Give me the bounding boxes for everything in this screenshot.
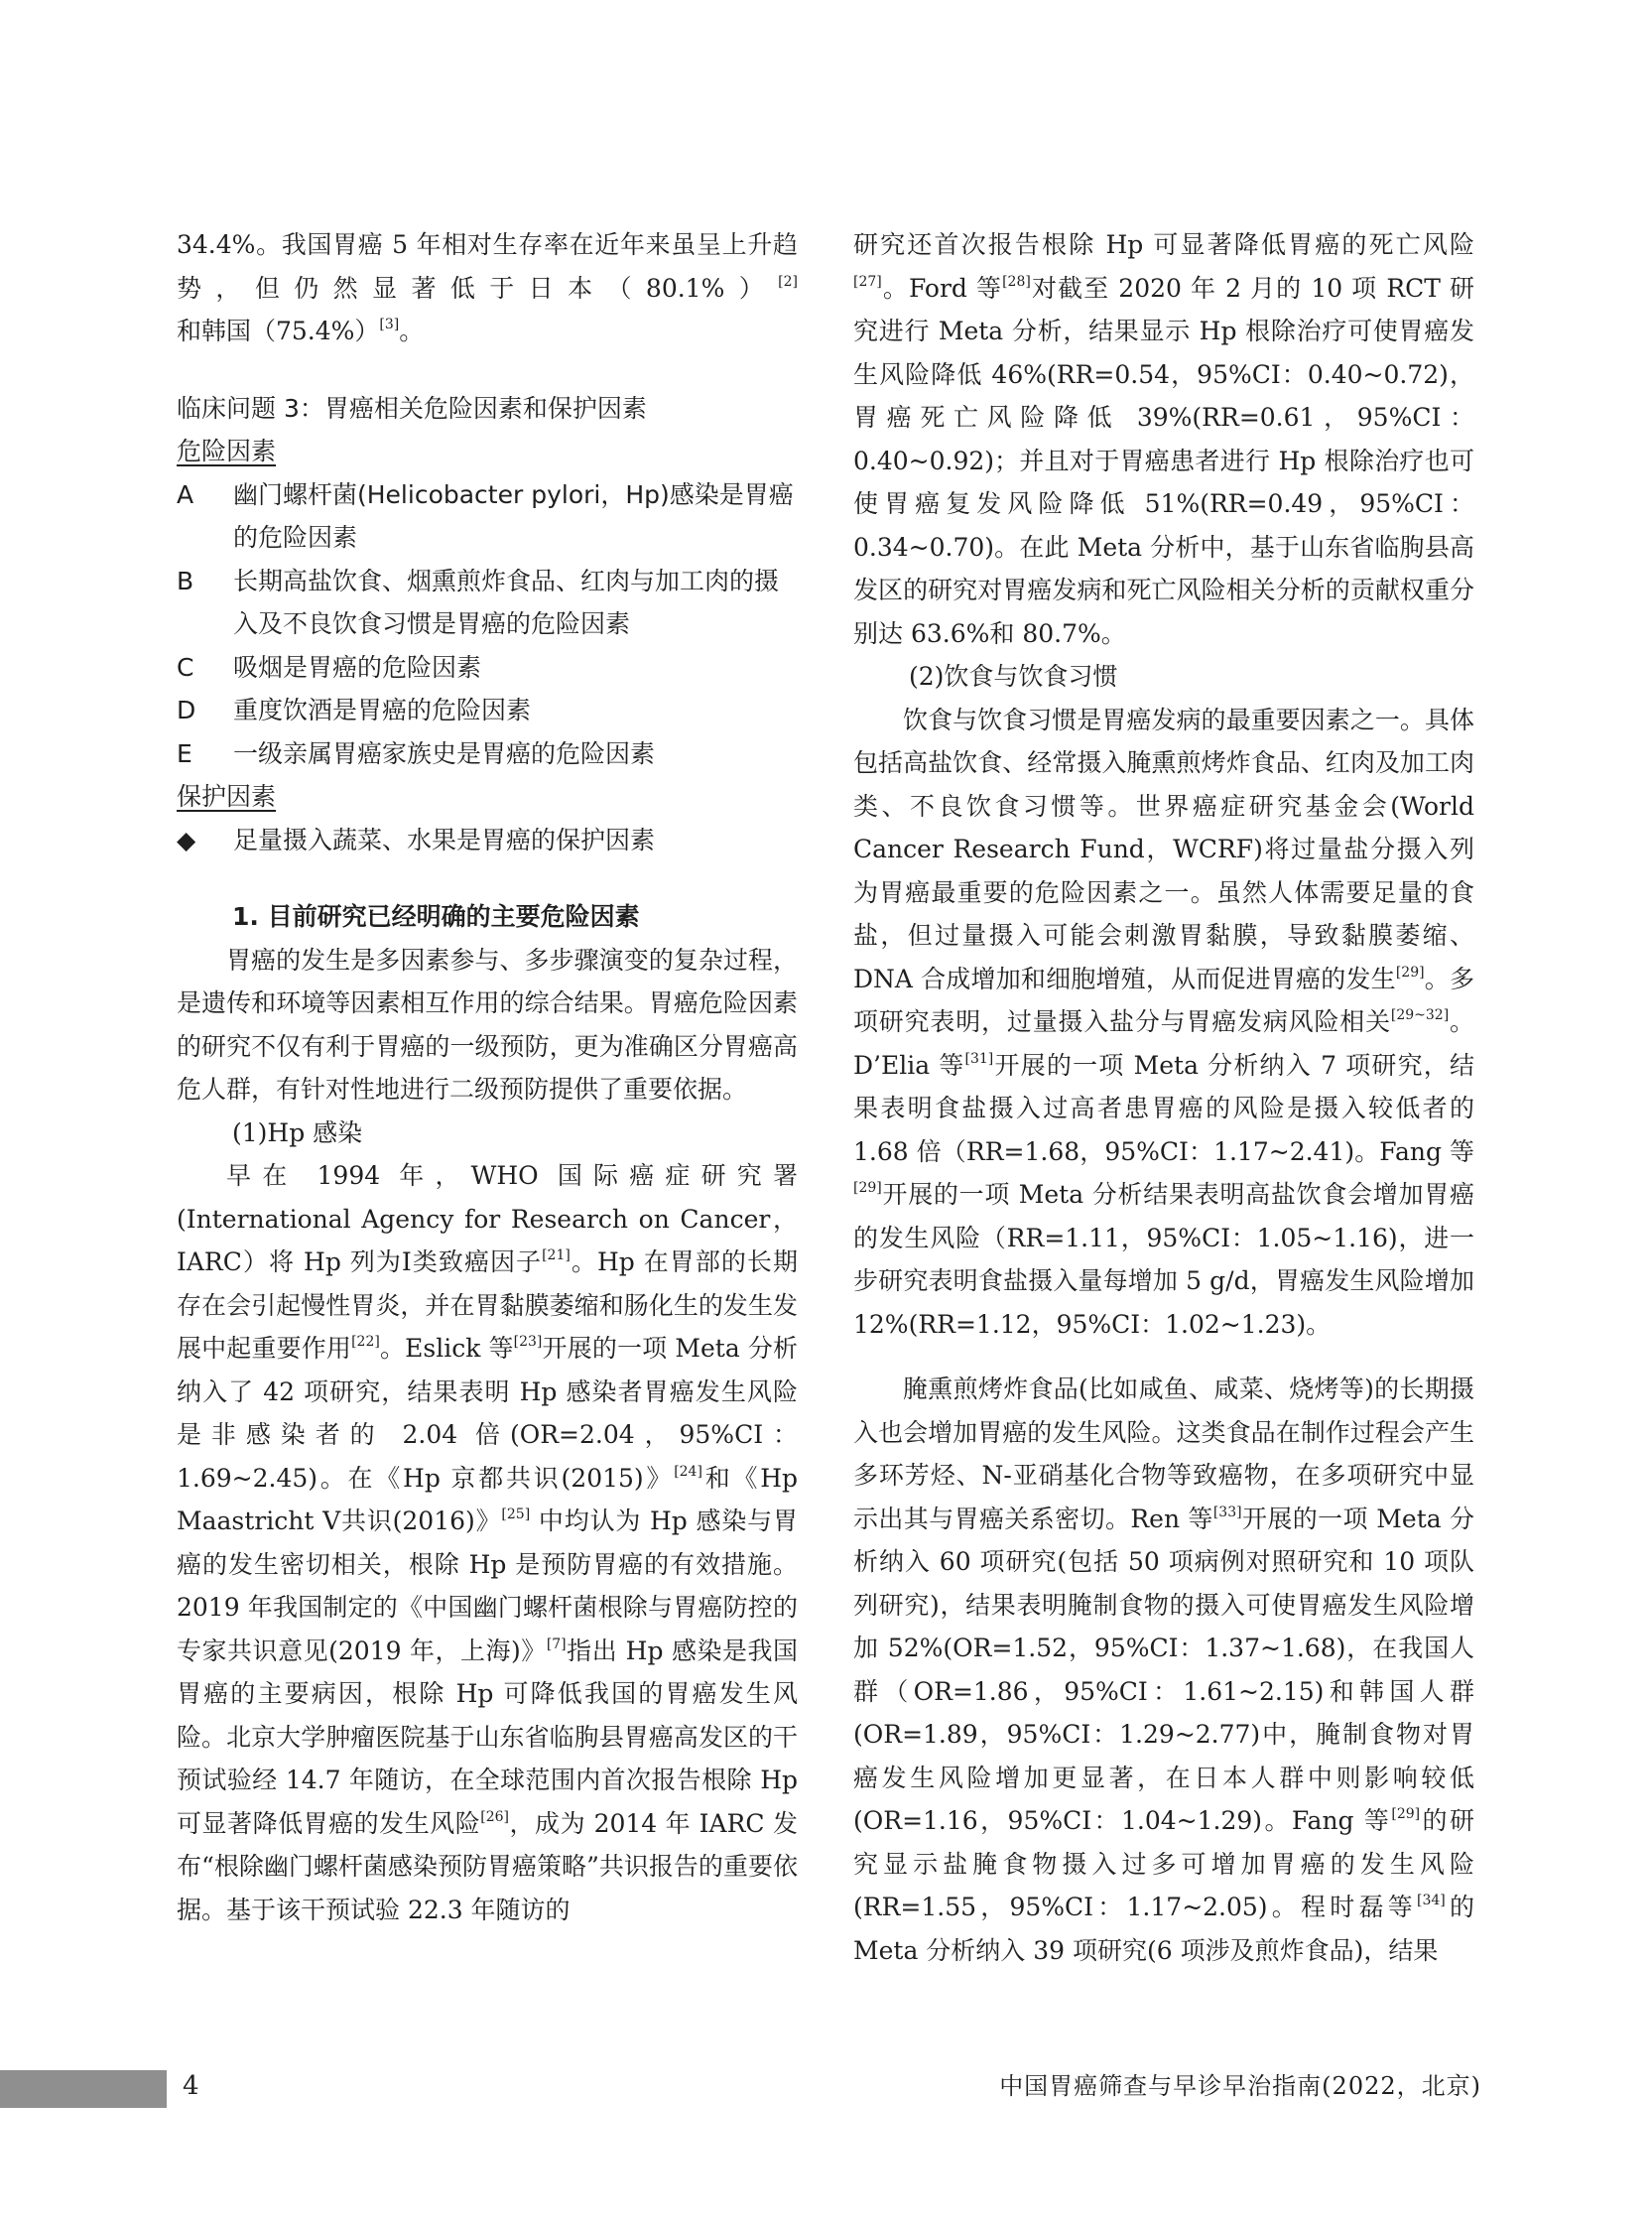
- citation: [24]: [674, 1463, 702, 1480]
- text-run: 对截至 2020 年 2 月的 10 项 RCT 研究进行 Meta 分析，结果显示 Hp 根除治疗可使胃癌发生风险降低 46%(RR=0.54，95%CI：0.40~0.72)，胃癌死亡风险降低 39%(RR=0.61，95%CI：0.40~0.92)；并且对于胃癌患者进行 Hp 根除治疗也可使胃癌复发风险降低 51%(RR=0.49，95%CI：0.34~0.70)。在此 Meta 分析中，基于山东省临朐县高发区的研究对胃癌发病和死亡风险相关分析的贡献权重分别达 63.6%和 80.7%。: [853, 273, 1474, 648]
- text-run: 开展的一项 Meta 分析纳入了 42 项研究，结果表明 Hp 感染者胃癌发生风险是非感染者的 2.04 倍(OR=2.04，95%CI：1.69~2.45)。在《Hp 京都共识(2015)》: [177, 1334, 798, 1493]
- citation: [29]: [1395, 964, 1425, 981]
- list-item: ◆ 足量摄入蔬菜、水果是胃癌的保护因素: [177, 819, 798, 862]
- section-heading: 1. 目前研究已经明确的主要危险因素: [232, 902, 640, 931]
- text-run: 腌熏煎烤炸食品(比如咸鱼、咸菜、烧烤等)的长期摄入也会增加胃癌的发生风险。这类食品在制作过程会产生多环芳烃、N-亚硝基化合物等致癌物，在多项研究中显示出其与胃癌关系密切。Ren 等: [853, 1375, 1474, 1533]
- citation: [21]: [542, 1247, 571, 1263]
- risk-factors-label: 危险因素: [177, 437, 277, 465]
- section-paragraph: 胃癌的发生是多因素参与、多步骤演变的复杂过程，是遗传和环境等因素相互作用的综合结果。胃癌危险因素的研究不仅有利于胃癌的一级预防，更为准确区分胃癌高危人群，有针对性地进行二级预防提供了重要依据。: [177, 945, 798, 1104]
- citation: [22]: [351, 1334, 380, 1350]
- citation: [29~32]: [1390, 1007, 1450, 1023]
- left-column: [177, 223, 798, 1931]
- diet-paragraph-1: [853, 699, 1474, 1347]
- list-item: A 幽门螺杆菌(Helicobacter pylori，Hp)感染是胃癌的危险因素: [177, 479, 794, 552]
- list-item: D 重度饮酒是胃癌的危险因素: [177, 696, 532, 724]
- citation: [31]: [964, 1050, 994, 1067]
- citation: [33]: [1212, 1504, 1242, 1520]
- citation: [25]: [501, 1506, 531, 1522]
- citation: [34]: [1416, 1893, 1446, 1908]
- text-run: 。Eslick 等: [379, 1334, 514, 1363]
- citation: [23]: [513, 1334, 543, 1350]
- hp-paragraph: [177, 1154, 798, 1931]
- continued-paragraph: [853, 223, 1474, 655]
- list-item: E 一级亲属胃癌家族史是胃癌的危险因素: [177, 738, 656, 768]
- text-run: 中均认为 Hp 感染与胃癌的发生密切相关，根除 Hp 是预防胃癌的有效措施。2019 年我国制定的《中国幽门螺杆菌根除与胃癌防控的专家共识意见(2019 年，上海)》: [177, 1506, 798, 1665]
- citation: [28]: [1002, 273, 1031, 290]
- text-run: 。多项研究表明，过量摄入盐分与胃癌发病风险相关: [853, 964, 1474, 1036]
- citation: [27]: [853, 273, 882, 290]
- footer-bar: [0, 2070, 167, 2108]
- list-item: C 吸烟是胃癌的危险因素: [177, 652, 482, 682]
- page-number: 4: [183, 2071, 199, 2101]
- subsection-heading: (1)Hp 感染: [232, 1117, 363, 1147]
- citation: [29]: [853, 1180, 882, 1196]
- text-run: 早在 1994 年，WHO 国际癌症研究署(International Agency for Research on Cancer，IARC）将 Hp 列为Ⅰ类致癌因子: [177, 1161, 798, 1276]
- risk-factor-list: [177, 473, 798, 776]
- diet-paragraph-2: [853, 1368, 1474, 1972]
- text-run: 。D’Elia 等: [853, 1007, 1474, 1080]
- citation: [26]: [480, 1808, 510, 1825]
- protective-factor-list: [177, 819, 798, 862]
- subsection-heading: (2)饮食与饮食习惯: [909, 662, 1118, 691]
- text-run: 的 Meta 分析纳入 39 项研究(6 项涉及煎炸食品)，结果: [853, 1893, 1474, 1965]
- clinical-question-title: 临床问题 3：胃癌相关危险因素和保护因素: [177, 393, 647, 423]
- list-item: B 长期高盐饮食、烟熏煎炸食品、红肉与加工肉的摄入及不良饮食习惯是胃癌的危险因素: [177, 566, 780, 638]
- text-run: 开展的一项 Meta 分析纳入 60 项研究(包括 50 项病例对照研究和 10 项队列研究)，结果表明腌制食物的摄入可使胃癌发生风险增加 52%(OR=1.52，95%CI：1.37~1.68)，在我国人群（OR=1.86，95%CI：1.61~2.15)和韩国人群(OR=1.89，95%CI：1.29~2.77)中，腌制食物对胃癌发生风险增加更显著，在日本人群中则影响较低(OR=1.16，95%CI：1.04~1.29)。Fang 等: [853, 1504, 1474, 1835]
- text-run: 。Ford 等: [881, 273, 1003, 303]
- text-run: 开展的一项 Meta 分析纳入 7 项研究，结果表明食盐摄入过高者患胃癌的风险是摄入较低者的 1.68 倍（RR=1.68，95%CI：1.17~2.41)。Fang 等: [853, 1050, 1474, 1166]
- footer-title: 中国胃癌筛查与早诊早治指南(2022，北京): [999, 2072, 1481, 2100]
- text-run: 开展的一项 Meta 分析结果表明高盐饮食会增加胃癌的发生风险（RR=1.11，95%CI：1.05~1.16)，进一步研究表明食盐摄入量每增加 5 g/d，胃癌发生风险增加 12%(RR=1.12，95%CI：1.02~1.23)。: [853, 1180, 1474, 1339]
- intro-paragraph: 34.4%。我国胃癌 5 年相对生存率在近年来虽呈上升趋势，但仍然显著低于日本（80.1%）[2] 和韩国（75.4%）[3]。: [177, 230, 798, 345]
- text-run: 指出 Hp 感染是我国胃癌的主要病因，根除 Hp 可降低我国的胃癌发生风险。北京大学肿瘤医院基于山东省临朐县胃癌高发区的干预试验经 14.7 年随访，在全球范围内首次报告根除 Hp 可显著降低胃癌的发生风险: [177, 1636, 799, 1838]
- text-run: 研究还首次报告根除 Hp 可显著降低胃癌的死亡风险: [853, 230, 1474, 259]
- text-run: ，成为 2014 年 IARC 发布“根除幽门螺杆菌感染预防胃癌策略”共识报告的重要依据。基于该干预试验 22.3 年随访的: [177, 1808, 798, 1924]
- citation: [29]: [1391, 1806, 1421, 1822]
- diamond-bullet-icon: ◆: [177, 825, 196, 854]
- citation: [7]: [546, 1636, 567, 1652]
- right-column: [853, 223, 1474, 1972]
- text-run: 和《Hp Maastricht Ⅴ共识(2016)》: [177, 1463, 798, 1535]
- text-run: 饮食与饮食习惯是胃癌发病的最重要因素之一。具体包括高盐饮食、经常摄入腌熏煎烤炸食品、红肉及加工肉类、不良饮食习惯等。世界癌症研究基金会(World Cancer Research Fund，WCRF)将过量盐分摄入列为胃癌最重要的危险因素之一。虽然人体需要足量的食盐，但过量摄入可能会刺激胃黏膜，导致黏膜萎缩、DNA 合成增加和细胞增殖，从而促进胃癌的发生: [853, 705, 1474, 993]
- text-run: 。Hp 在胃部的长期存在会引起慢性胃炎，并在胃黏膜萎缩和肠化生的发生发展中起重要作用: [177, 1247, 798, 1363]
- text-run: 的研究显示盐腌食物摄入过多可增加胃癌的发生风险(RR=1.55，95%CI：1.17~2.05)。程时磊等: [853, 1806, 1474, 1921]
- protective-factors-label: 保护因素: [177, 782, 277, 811]
